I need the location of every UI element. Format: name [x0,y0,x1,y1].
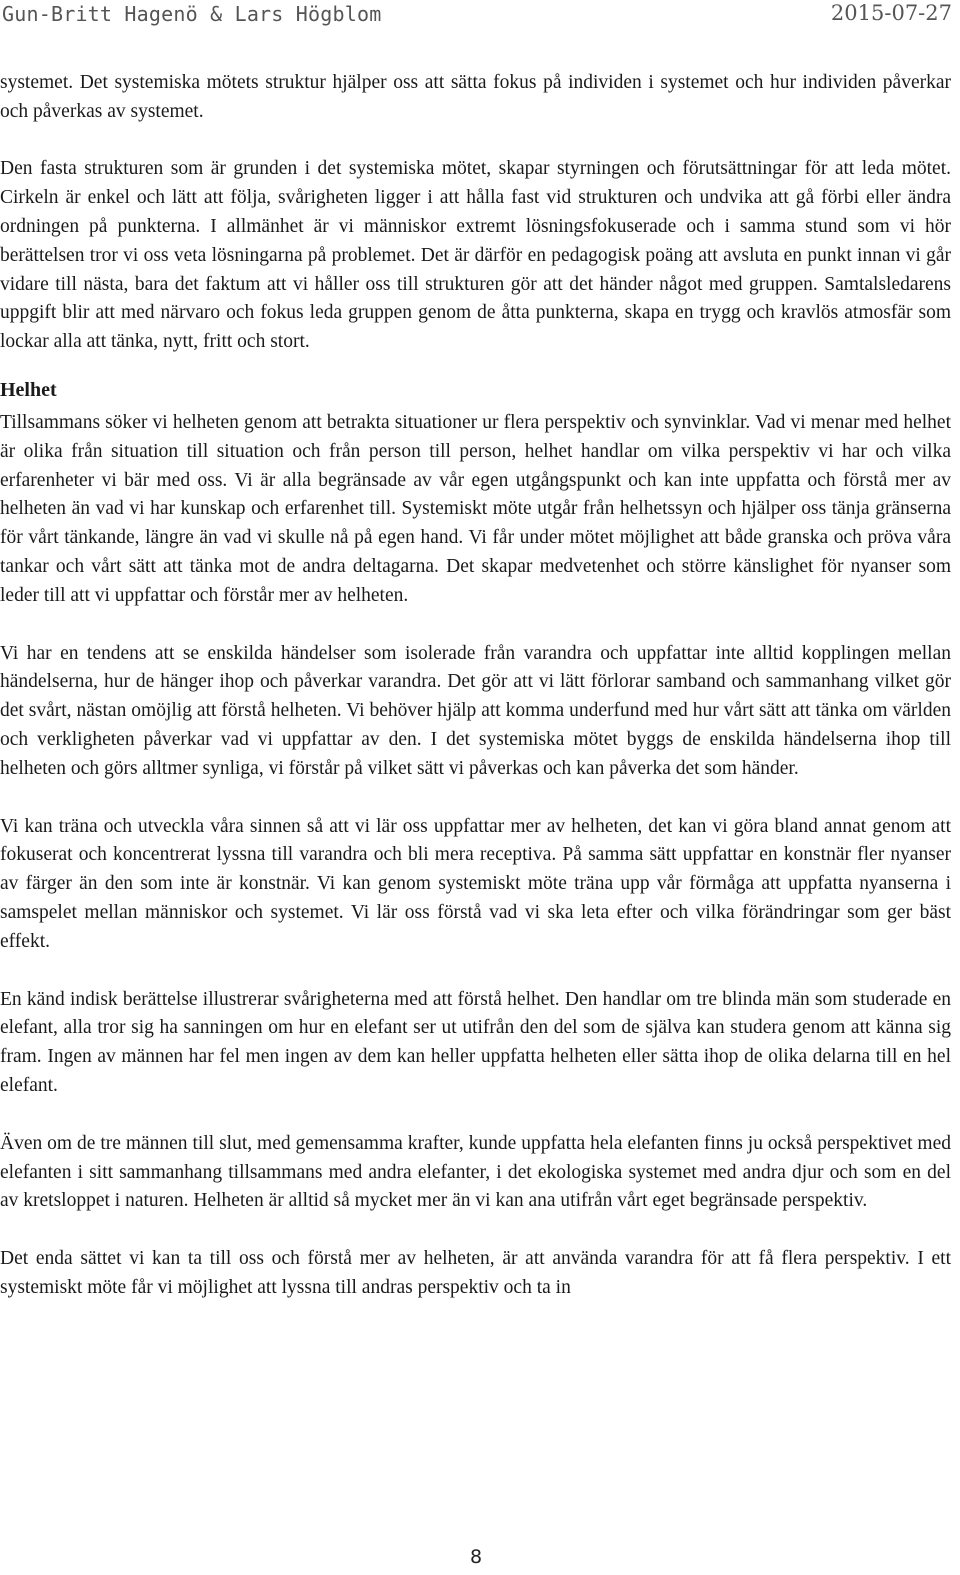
paragraph-6: En känd indisk berättelse illustrerar svårigheterna med att förstå helhet. Den handlar om tre blinda män som studerade en elefant, alla tror sig ha sanningen om hur en elefant ser ut utifrån den del som de själva kan studera genom att känna sig fram. Ingen av männen har fel men ingen av dem kan heller uppfatta helheten eller sätta ihop de olika delarna till en hel elefant. [0,988,951,1096]
paragraph-2: Den fasta strukturen som är grunden i det systemiska mötet, skapar styrningen och förutsättningar för att leda mötet. Cirkeln är enkel och lätt att följa, svårigheten ligger i att hålla fast vid strukturen och undvika att gå förbi eller ändra ordningen på punkterna. I allmänhet är vi människor extremt lösningsfokuserade och i samma stund som vi hör berättelsen tror vi oss veta lösningarna på problemet. Det är därför en pedagogisk poäng att avsluta en punkt innan vi går vidare till nästa, bara det faktum att vi håller oss till strukturen gör att det händer något med gruppen. Samtalsledarens uppgift blir att med närvaro och fokus leda gruppen genom de åtta punkterna, skapa en trygg och kravlös atmosfär som lockar alla att tänka, nytt, fritt och stort. [0,158,951,353]
paragraph-4: Vi har en tendens att se enskilda händelser som isolerade från varandra och uppfattar inte alltid kopplingen mellan händelserna, hur de hänger ihop och påverkar varandra. Det gör att vi lätt förlorar samband och sammanhang vilket gör det svårt, nästan omöjlig att förstå helheten. Vi behöver hjälp att komma underfund med hur vårt sätt att tänka om världen och verkligheten påverkar vad vi uppfattar av den. I det systemiska mötet byggs de enskilda händelserna ihop till helheten och görs alltmer synliga, vi förstår på vilket sätt vi påverkas och kan påverka det som händer. [0,642,951,779]
document-body [0,69,951,1303]
paragraph-7: Även om de tre männen till slut, med gemensamma krafter, kunde uppfatta hela elefanten finns ju också perspektivet med elefanten i sitt sammanhang tillsammans med andra elefanter, i det ekologiska systemet med andra djur och som en del av kretsloppet i naturen. Helheten är alltid så mycket mer än vi kan ana utifrån vårt eget begränsade perspektiv. [0,1132,951,1212]
page-footer [0,1546,960,1568]
header-date: 2015-07-27 [830,1,952,25]
header-authors: Gun-Britt Hagenö & Lars Högblom [2,2,382,26]
paragraph-3: Tillsammans söker vi helheten genom att betrakta situationer ur flera perspektiv och synvinklar. Vad vi menar med helhet är olika från situation till situation och från person till person, helhet handlar om vilka perspektiv vi har och vilka erfarenheter vi bär med oss. Vi är alla begränsade av vår egen utgångspunkt och kan inte uppfatta och förstå mer av helheten än vad vi har kunskap och erfarenhet till. Systemiskt möte utgår från helhetssyn och hjälper oss tänja gränserna för vårt tänkande, längre än vad vi skulle nå på egen hand. Vi får under mötet möjlighet att både granska och pröva våra tankar och vårt sätt att tänka mot de andra deltagarna. Det skapar medvetenhet och större känslighet för nyanser som leder till att vi uppfattar och förstår mer av helheten. [0,411,951,606]
section-heading: Helhet [0,378,57,401]
paragraph-1: systemet. Det systemiska mötets struktur hjälper oss att sätta fokus på individen i systemet och hur individen påverkar och påverkas av systemet. [0,72,951,122]
paragraph-8: Det enda sättet vi kan ta till oss och förstå mer av helheten, är att använda varandra för att få flera perspektiv. I ett systemiskt möte får vi möjlighet att lyssna till andras perspektiv och ta in [0,1248,951,1298]
paragraph-5: Vi kan träna och utveckla våra sinnen så att vi lär oss uppfattar mer av helheten, det kan vi göra bland annat genom att fokuserat och koncentrerat lyssna till varandra och bli mera receptiva. På samma sätt uppfattar en konstnär fler nyanser av färger än den som inte är konstnär. Vi kan genom systemiskt möte träna upp vår förmåga att uppfatta nyanserna i samspelet mellan människor och systemet. Vi lär oss förstå vad vi ska leta efter och vilka förändringar som ger bäst effekt. [0,815,951,952]
page-number: 8 [469,1546,483,1568]
page-header [0,0,960,32]
